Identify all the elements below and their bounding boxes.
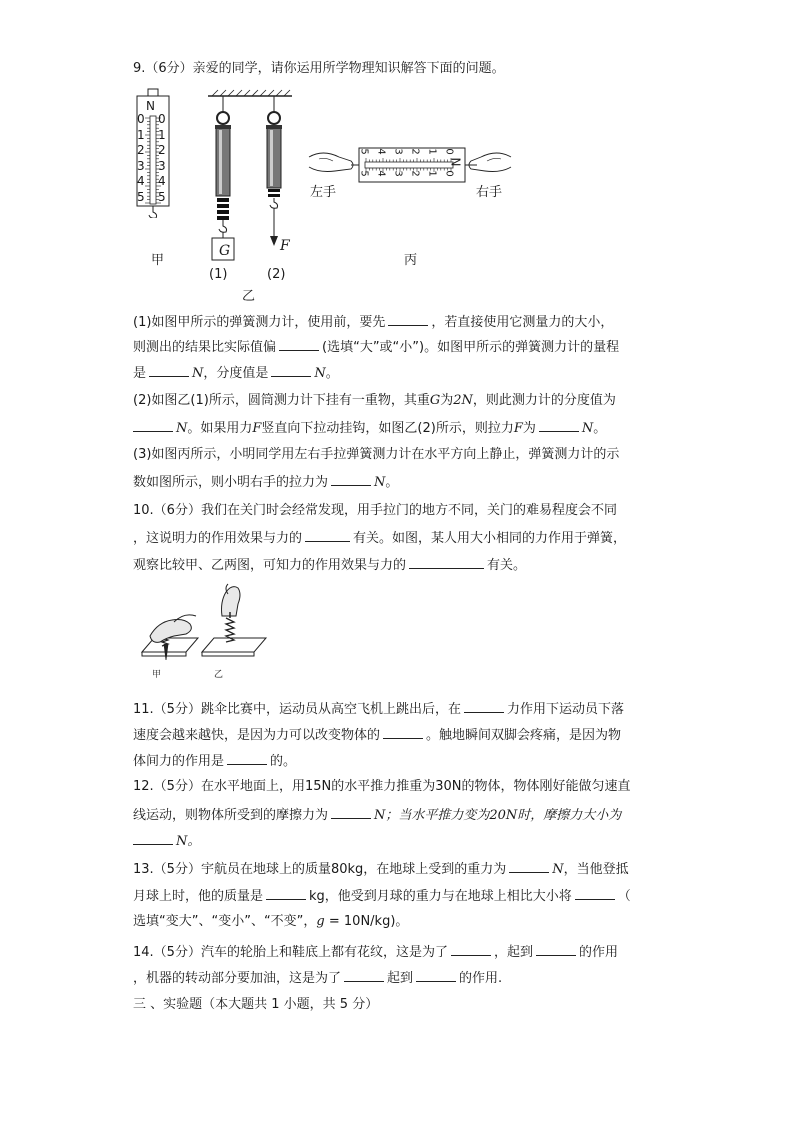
answer-blank[interactable]: [305, 528, 350, 542]
bing-tick-label: 1: [426, 170, 438, 177]
bing-tick-label: 2: [409, 170, 421, 177]
answer-blank[interactable]: [383, 725, 423, 739]
spring-hand-figure: [138, 582, 268, 666]
bing-tick-label: 1: [426, 148, 438, 155]
bing-tick-label: 4: [375, 148, 387, 155]
answer-blank[interactable]: [451, 942, 491, 956]
q14-line2: ，机器的转动部分要加油，这是为了 起到 的作用.: [133, 968, 502, 988]
label-left-hand: 左手: [310, 185, 337, 200]
q13-line2: 月球上时，他的质量是 kg，他受到月球的重力与在地球上相比大小将 （: [133, 886, 631, 906]
scale-tick-label: 3: [137, 158, 145, 173]
figure-sublabel-2: (2): [267, 267, 286, 282]
q9-part3-line2: 数如图所示，则小明右手的拉力为 N。: [133, 472, 398, 492]
answer-blank[interactable]: [331, 805, 371, 819]
answer-blank[interactable]: [227, 751, 267, 765]
scale-tick-label: 4: [137, 174, 145, 188]
weight-label-g: G: [219, 243, 231, 259]
q13-line3: 选填“变大”、“变小”、“不变”，g = 10N/kg)。: [133, 914, 409, 929]
answer-blank[interactable]: [344, 968, 384, 982]
answer-blank[interactable]: [133, 418, 173, 432]
bing-tick-label: 0: [443, 148, 455, 155]
q9-part1-line2: 则测出的结果比实际值偏 (选填“大”或“小”)。如图甲所示的弹簧测力计的量程: [133, 337, 619, 357]
figure-sublabel-1: (1): [209, 267, 228, 282]
q12-line3: N。: [133, 831, 200, 851]
bing-unit-label: N: [448, 157, 463, 167]
answer-blank[interactable]: [279, 337, 319, 351]
fig-label-yi-small: 乙: [214, 670, 224, 680]
scale-tick-label: 0: [137, 112, 145, 126]
scale-tick-label: 1: [158, 127, 166, 142]
scale-tick-label: 1: [137, 127, 145, 142]
q11-line3: 体间力的作用是 的。: [133, 751, 296, 771]
answer-blank[interactable]: [509, 859, 549, 873]
q11-line1: 11.（5分）跳伞比赛中，运动员从高空飞机上跳出后，在 力作用下运动员下落: [133, 699, 624, 719]
bing-tick-label: 3: [392, 148, 404, 155]
q10-line2: ，这说明力的作用效果与力的 有关。如图，某人用大小相同的力作用于弹簧，: [133, 528, 626, 548]
figure-label-jia: 甲: [151, 253, 165, 268]
q9-part1-line3: 是 N，分度值是 N。: [133, 363, 339, 383]
answer-blank[interactable]: [539, 418, 579, 432]
bing-tick-label: 4: [375, 170, 387, 177]
figure-label-yi: 乙: [242, 289, 256, 304]
q10-line3: 观察比较甲、乙两图，可知力的作用效果与力的 有关。: [133, 555, 526, 575]
q10-line1: 10.（6分）我们在关门时会经常发现，用手拉门的地方不同，关门的难易程度会不同: [133, 503, 617, 518]
scale-tick-label: 2: [158, 143, 166, 157]
bing-tick-label: 5: [358, 170, 370, 177]
answer-blank[interactable]: [575, 886, 615, 900]
scale-tick-label: 4: [158, 174, 166, 188]
answer-blank[interactable]: [149, 363, 189, 377]
scale-tick-label: 0: [158, 112, 166, 126]
q9-part3-line1: (3)如图丙所示，小明同学用左右手拉弹簧测力计在水平方向上静止，弹簧测力计的示: [133, 447, 620, 462]
answer-blank[interactable]: [464, 699, 504, 713]
scale-tick-label: 5: [137, 189, 145, 204]
scale-tick-label: 2: [137, 143, 145, 157]
fig-label-jia-small: 甲: [152, 670, 162, 680]
q13-line1: 13.（5分）宇航员在地球上的质量80kg，在地球上受到的重力为 N，当他登抵: [133, 859, 629, 879]
scale-tick-label: 3: [158, 158, 166, 173]
label-right-hand: 右手: [476, 185, 503, 200]
answer-blank[interactable]: [416, 968, 456, 982]
bing-tick-label: 3: [392, 170, 404, 177]
q9-part2-line2: N。如果用力F竖直向下拉动挂钩，如图乙(2)所示，则拉力F为 N。: [133, 418, 606, 438]
force-label-f: F: [280, 238, 290, 254]
q12-line1: 12.（5分）在水平地面上，用15N的水平推力推重为30N的物体，物体刚好能做匀速直: [133, 779, 631, 794]
q11-line2: 速度会越来越快，是因为力可以改变物体的 。触地瞬间双脚会疼痛，是因为物: [133, 725, 621, 745]
cylinder-dynamometer-figure-yi: [202, 88, 302, 263]
bing-tick-label: 2: [409, 148, 421, 155]
q14-line1: 14.（5分）汽车的轮胎上和鞋底上都有花纹，这是为了 ，起到 的作用: [133, 942, 618, 962]
answer-blank[interactable]: [266, 886, 306, 900]
scale-tick-label: 5: [158, 189, 166, 204]
answer-blank[interactable]: [271, 363, 311, 377]
q9-stem: 9.（6分）亲爱的同学，请你运用所学物理知识解答下面的问题。: [133, 61, 505, 76]
answer-blank[interactable]: [133, 831, 173, 845]
answer-blank[interactable]: [536, 942, 576, 956]
scale-unit-label: N: [146, 99, 155, 113]
answer-blank[interactable]: [409, 555, 484, 569]
answer-blank[interactable]: [388, 312, 428, 326]
bing-tick-label: 5: [358, 148, 370, 155]
bing-tick-label: 0: [443, 170, 455, 177]
figure-label-bing: 丙: [404, 253, 418, 268]
q9-part1-line1: (1)如图甲所示的弹簧测力计，使用前，要先 ，若直接使用它测量力的大小，: [133, 312, 613, 332]
q12-line2: 线运动，则物体所受到的摩擦力为 N；当水平推力变为20N时，摩擦力大小为: [133, 805, 621, 825]
q9-part2-line1: (2)如图乙(1)所示，圆筒测力计下挂有一重物，其重G为2N，则此测力计的分度值为: [133, 393, 616, 408]
answer-blank[interactable]: [331, 472, 371, 486]
section-3-heading: 三 、实验题（本大题共 1 小题，共 5 分）: [133, 997, 379, 1012]
